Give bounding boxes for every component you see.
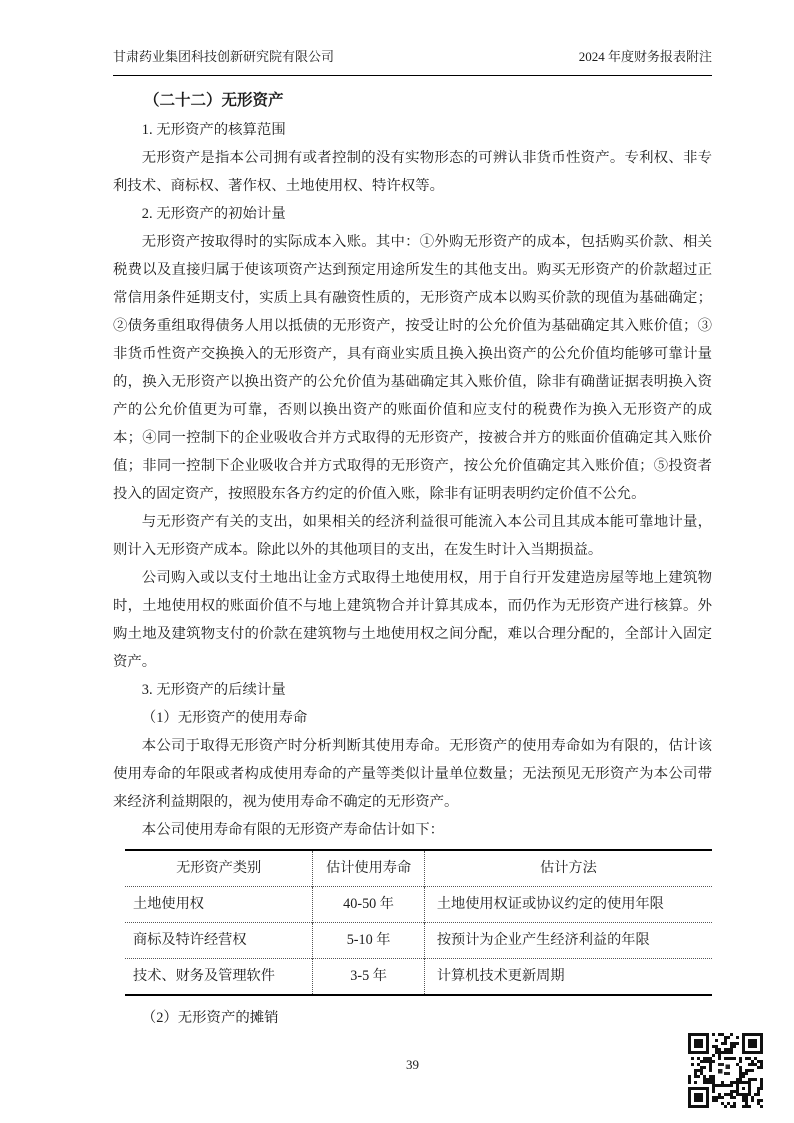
cell-estimated-life: 5-10 年 bbox=[313, 923, 425, 959]
paragraph-land-use-right: 公司购入或以支付土地出让金方式取得土地使用权，用于自行开发建造房屋等地上建筑物时，土地使用权的账面价值不与地上建筑物合并计算其成本，而仍作为无形资产进行核算。外购土地及建筑物支付的价款在建筑物与土地使用权之间分配，难以合理分配的，全部计入固定资产。 bbox=[113, 570, 712, 670]
column-header-estimated-life: 估计使用寿命 bbox=[313, 850, 425, 887]
cell-estimated-life: 40-50 年 bbox=[313, 887, 425, 923]
subsection-2-title: 2. 无形资产的初始计量 bbox=[141, 206, 286, 222]
paragraph-table-intro: 本公司使用寿命有限的无形资产寿命估计如下： bbox=[141, 822, 445, 838]
paragraph-initial-measurement: 无形资产按取得时的实际成本入账。其中：①外购无形资产的成本，包括购买价款、相关税费以及直接归属于使该项资产达到预定用途所发生的其他支出。购买无形资产的价款超过正常信用条件延期支付，实质上具有融资性质的，无形资产成本以购买价款的现值为基础确定；②债务重组取得债务人用以抵债的无形资产，按受让时的公允价值为基础确定其入账价值；③非货币性资产交换换入的无形资产，具有商业实质且换入换出资产的公允价值均能够可靠计量的，换入无形资产以换出资产的公允价值为基础确定其入账价值，除非有确凿证据表明换入资产的公允价值更为可靠，否则以换出资产的账面价值和应支付的税费作为换入无形资产的成本；④同一控制下的企业吸收合并方式取得的无形资产，按被合并方的账面价值确定其入账价值；非同一控制下企业吸收合并方式取得的无形资产，按公允价值确定其入账价值；⑤投资者投入的固定资产，按照股东各方约定的价值入账，除非有证明表明约定价值不公允。 bbox=[113, 234, 712, 502]
paragraph-useful-life: 本公司于取得无形资产时分析判断其使用寿命。无形资产的使用寿命如为有限的，估计该使用寿命的年限或者构成使用寿命的产量等类似计量单位数量；无法预见无形资产为本公司带来经济利益期限的，视为使用寿命不确定的无形资产。 bbox=[113, 738, 712, 810]
table-row bbox=[125, 923, 712, 959]
table-row bbox=[125, 959, 712, 996]
subsection-3-title: 3. 无形资产的后续计量 bbox=[141, 682, 286, 698]
cell-estimation-method: 按预计为企业产生经济利益的年限 bbox=[424, 923, 712, 959]
section-title: （二十二）无形资产 bbox=[144, 92, 284, 109]
subsection-3-1-title: （1）无形资产的使用寿命 bbox=[141, 710, 308, 726]
qr-code-icon bbox=[688, 1033, 763, 1108]
paragraph-scope: 无形资产是指本公司拥有或者控制的没有实物形态的可辨认非货币性资产。专利权、非专利技术、商标权、著作权、土地使用权、特许权等。 bbox=[113, 150, 712, 194]
cell-estimation-method: 土地使用权证或协议约定的使用年限 bbox=[424, 887, 712, 923]
cell-category: 技术、财务及管理软件 bbox=[133, 968, 275, 984]
subsection-3-2-title: （2）无形资产的摊销 bbox=[141, 1010, 279, 1026]
useful-life-table bbox=[125, 849, 712, 996]
table-header-row bbox=[125, 850, 712, 887]
company-name: 甘肃药业集团科技创新研究院有限公司 bbox=[113, 49, 335, 64]
cell-estimation-method: 计算机技术更新周期 bbox=[424, 959, 712, 996]
paragraph-related-expenditure: 与无形资产有关的支出，如果相关的经济利益很可能流入本公司且其成本能可靠地计量，则计入无形资产成本。除此以外的其他项目的支出，在发生时计入当期损益。 bbox=[113, 514, 712, 558]
document-body bbox=[113, 86, 712, 1032]
cell-category: 商标及特许经营权 bbox=[133, 932, 247, 948]
report-title: 2024 年度财务报表附注 bbox=[578, 49, 712, 64]
cell-category: 土地使用权 bbox=[133, 896, 204, 912]
table-row bbox=[125, 887, 712, 923]
subsection-1-title: 1. 无形资产的核算范围 bbox=[141, 122, 286, 138]
column-header-estimation-method: 估计方法 bbox=[424, 850, 712, 887]
page-number: 39 bbox=[406, 1057, 419, 1072]
cell-estimated-life: 3-5 年 bbox=[313, 959, 425, 996]
column-header-category: 无形资产类别 bbox=[176, 860, 262, 876]
page-header bbox=[113, 48, 712, 76]
